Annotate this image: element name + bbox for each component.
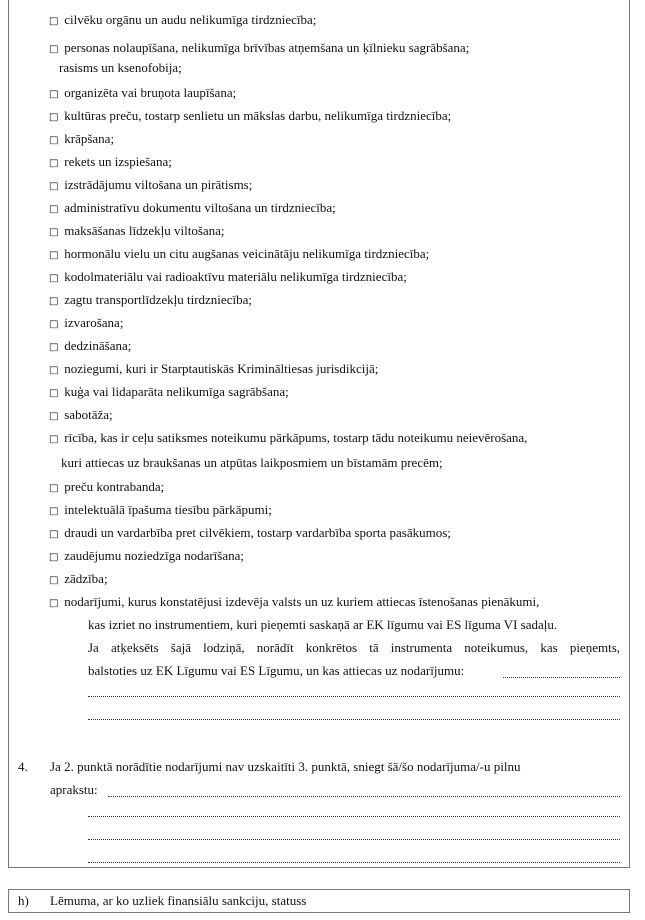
- list-item[interactable]: □ personas nolaupīšana, nelikumīga brīvības atņemšana un ķīlnieku sagrābšana;: [49, 36, 627, 61]
- list-item[interactable]: □ zagtu transportlīdzekļu tirdzniecība;: [49, 288, 627, 313]
- checkbox[interactable]: □: [49, 342, 59, 353]
- checkbox[interactable]: □: [49, 250, 59, 261]
- answer-line[interactable]: [88, 696, 620, 697]
- list-item[interactable]: □ rīcība, kas ir ceļu satiksmes noteikumu pārkāpums, tostarp tādu noteikumu neievērošana,: [49, 426, 627, 451]
- answer-line[interactable]: [503, 677, 620, 678]
- list-item[interactable]: □ hormonālu vielu un citu augšanas veicinātāju nelikumīga tirdzniecība;: [49, 242, 627, 267]
- checkbox[interactable]: □: [49, 483, 59, 494]
- point-text: Ja 2. punktā norādītie nodarījumi nav uzskaitīti 3. punktā, sniegt šā/šo nodarījuma/-u pilnu: [50, 759, 521, 774]
- list-item[interactable]: □ kultūras preču, tostarp senlietu un mākslas darbu, nelikumīga tirdzniecība;: [49, 104, 627, 129]
- checkbox[interactable]: □: [49, 158, 59, 169]
- answer-line[interactable]: [88, 839, 620, 840]
- checkbox[interactable]: □: [49, 112, 59, 123]
- checkbox[interactable]: □: [49, 273, 59, 284]
- checkbox[interactable]: □: [49, 506, 59, 517]
- checkbox[interactable]: □: [49, 552, 59, 563]
- checkbox[interactable]: □: [49, 89, 59, 100]
- checkbox[interactable]: □: [49, 227, 59, 238]
- checkbox[interactable]: □: [49, 598, 59, 609]
- list-item[interactable]: □ kuģa vai lidaparāta nelikumīga sagrābšana;: [49, 380, 627, 405]
- section-letter: h): [18, 893, 29, 908]
- section-title: Lēmuma, ar ko uzliek finansiālu sankciju, statuss: [50, 893, 307, 908]
- list-item[interactable]: □ noziegumi, kuri ir Starptautiskās Krimināltiesas jurisdikcijā;: [49, 357, 627, 382]
- list-item[interactable]: □ dedzināšana;: [49, 334, 627, 359]
- checkbox[interactable]: □: [49, 388, 59, 399]
- list-item[interactable]: □ cilvēku orgānu un audu nelikumīga tirdzniecība;: [49, 8, 627, 33]
- answer-line[interactable]: [88, 862, 620, 863]
- checkbox[interactable]: □: [49, 434, 59, 445]
- list-item[interactable]: □ maksāšanas līdzekļu viltošana;: [49, 219, 627, 244]
- answer-line[interactable]: [88, 719, 620, 720]
- answer-line[interactable]: [108, 796, 620, 797]
- point-text: aprakstu:: [50, 782, 98, 797]
- list-item-continuation: kuri attiecas uz braukšanas un atpūtas laikposmiem un bīstamām precēm;: [61, 455, 443, 470]
- list-item[interactable]: □ preču kontrabanda;: [49, 475, 627, 500]
- list-item[interactable]: □ administratīvu dokumentu viltošana un tirdzniecība;: [49, 196, 627, 221]
- point-number: 4.: [18, 759, 28, 774]
- list-item-continuation: rasisms un ksenofobija;: [59, 60, 182, 75]
- checkbox[interactable]: □: [49, 575, 59, 586]
- checkbox[interactable]: □: [49, 44, 59, 55]
- checkbox[interactable]: □: [49, 181, 59, 192]
- instruction-text: Ja atķeksēts šajā lodziņā, norādīt konkrētos tā instrumenta noteikumus, kas pieņemts,: [88, 640, 620, 655]
- list-item[interactable]: □ zādzība;: [49, 567, 627, 592]
- list-item[interactable]: □ draudi un vardarbība pret cilvēkiem, tostarp vardarbība sporta pasākumos;: [49, 521, 627, 546]
- checkbox[interactable]: □: [49, 411, 59, 422]
- list-item[interactable]: □ intelektuālā īpašuma tiesību pārkāpumi;: [49, 498, 627, 523]
- list-item[interactable]: □ izstrādājumu viltošana un pirātisms;: [49, 173, 627, 198]
- checkbox[interactable]: □: [49, 16, 59, 27]
- list-item[interactable]: □ sabotāža;: [49, 403, 627, 428]
- checkbox[interactable]: □: [49, 204, 59, 215]
- checkbox[interactable]: □: [49, 135, 59, 146]
- list-item[interactable]: □ organizēta vai bruņota laupīšana;: [49, 81, 627, 106]
- instruction-text: balstoties uz EK Līgumu vai ES Līgumu, un kas attiecas uz nodarījumu:: [88, 663, 465, 678]
- list-item[interactable]: □ rekets un izspiešana;: [49, 150, 627, 175]
- answer-line[interactable]: [88, 816, 620, 817]
- list-item[interactable]: □ izvarošana;: [49, 311, 627, 336]
- list-item-continuation: kas izriet no instrumentiem, kuri pieņemti saskaņā ar EK līgumu vai ES līguma VI sadaļu.: [88, 617, 558, 632]
- checkbox[interactable]: □: [49, 365, 59, 376]
- checkbox[interactable]: □: [49, 319, 59, 330]
- list-item[interactable]: □ zaudējumu noziedzīga nodarīšana;: [49, 544, 627, 569]
- list-item[interactable]: □ krāpšana;: [49, 127, 627, 152]
- list-item[interactable]: □ kodolmateriālu vai radioaktīvu materiālu nelikumīga tirdzniecība;: [49, 265, 627, 290]
- checkbox[interactable]: □: [49, 529, 59, 540]
- checkbox[interactable]: □: [49, 296, 59, 307]
- list-item[interactable]: □ nodarījumi, kurus konstatējusi izdevēja valsts un uz kuriem attiecas īstenošanas pienākumi,: [49, 590, 627, 615]
